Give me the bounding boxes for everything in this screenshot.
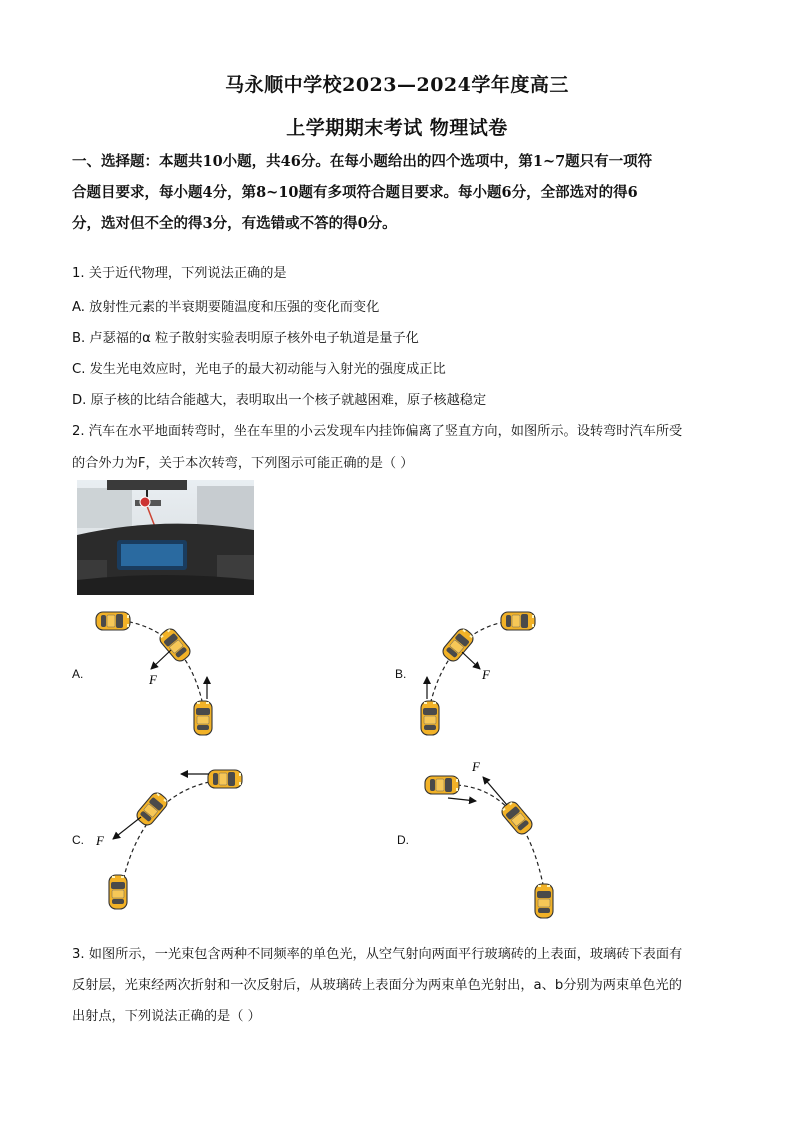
trajectory-dashed-line [430, 620, 518, 705]
section-line: 分，选对但不全的得3分，有选错或不答的得0分。 [72, 215, 397, 232]
option-d-label: D. [397, 833, 409, 847]
force-label: F [472, 759, 480, 774]
question-2-stem-line1: 2. 汽车在水平地面转弯时，坐在车里的小云发现车内挂饰偏离了竖直方向，如图所示。设转弯时汽车所受 [72, 424, 683, 439]
question-3-line2: 反射层，光束经两次折射和一次反射后，从玻璃砖上表面分为两束单色光射出，a、b分别为两束单色光的 [72, 978, 682, 993]
car-icon [501, 612, 535, 630]
question-1-option-b: B. 卢瑟福的α 粒子散射实验表明原子核外电子轨道是量子化 [72, 331, 419, 346]
exam-title: 马永顺中学校2023—2024学年度高三 [225, 74, 569, 96]
car-icon [194, 701, 212, 735]
trajectory-dashed-line [115, 620, 203, 705]
car-icon [134, 790, 170, 828]
force-label: F [482, 667, 490, 682]
question-2-stem-line2: 的合外力为F，关于本次转弯，下列图示可能正确的是（ ） [72, 456, 414, 471]
velocity-arrow [448, 798, 476, 801]
option-c-label: C. [72, 833, 84, 847]
car-icon [96, 612, 130, 630]
force-arrow [113, 817, 141, 839]
exam-subtitle: 上学期期末考试 物理试卷 [286, 117, 508, 139]
car-icon [440, 626, 476, 664]
diagram-option-d [410, 755, 580, 925]
force-label: F [96, 833, 104, 848]
car-icon [109, 875, 127, 909]
trajectory-dashed-line [120, 779, 230, 895]
car-icon [425, 776, 459, 794]
car-icon [208, 770, 242, 788]
section-line: 合题目要求，每小题4分，第8~10题有多项符合题目要求。每小题6分，全部选对的得6 [72, 184, 638, 201]
force-label: F [149, 672, 157, 687]
force-arrow [483, 777, 507, 805]
question-1-option-d: D. 原子核的比结合能越大，表明取出一个核子就越困难，原子核越稳定 [72, 393, 487, 408]
question-3-line3: 出射点，下列说法正确的是（ ） [72, 1009, 261, 1024]
section-line: 一、选择题：本题共10小题，共46分。在每小题给出的四个选项中，第1~7题只有一项符 [72, 153, 653, 170]
car-icon [421, 701, 439, 735]
section-instructions [72, 146, 732, 239]
car-interior-photo [77, 480, 254, 595]
force-arrow [462, 652, 480, 669]
question-3-line1: 3. 如图所示，一光束包含两种不同频率的单色光，从空气射向两面平行玻璃砖的上表面，玻璃砖下表面有 [72, 947, 683, 962]
trajectory-dashed-line [443, 785, 545, 895]
question-1-option-c: C. 发生光电效应时，光电子的最大初动能与入射光的强度成正比 [72, 362, 446, 377]
question-1-option-a: A. 放射性元素的半衰期要随温度和压强的变化而变化 [72, 300, 380, 315]
diagram-option-a [85, 605, 235, 745]
option-a-label: A. [72, 667, 84, 681]
question-1-stem: 1. 关于近代物理，下列说法正确的是 [72, 266, 287, 281]
diagram-option-c [85, 765, 265, 920]
option-b-label: B. [395, 667, 407, 681]
car-icon [535, 884, 553, 918]
diagram-option-b [410, 605, 560, 745]
force-arrow [151, 650, 171, 669]
